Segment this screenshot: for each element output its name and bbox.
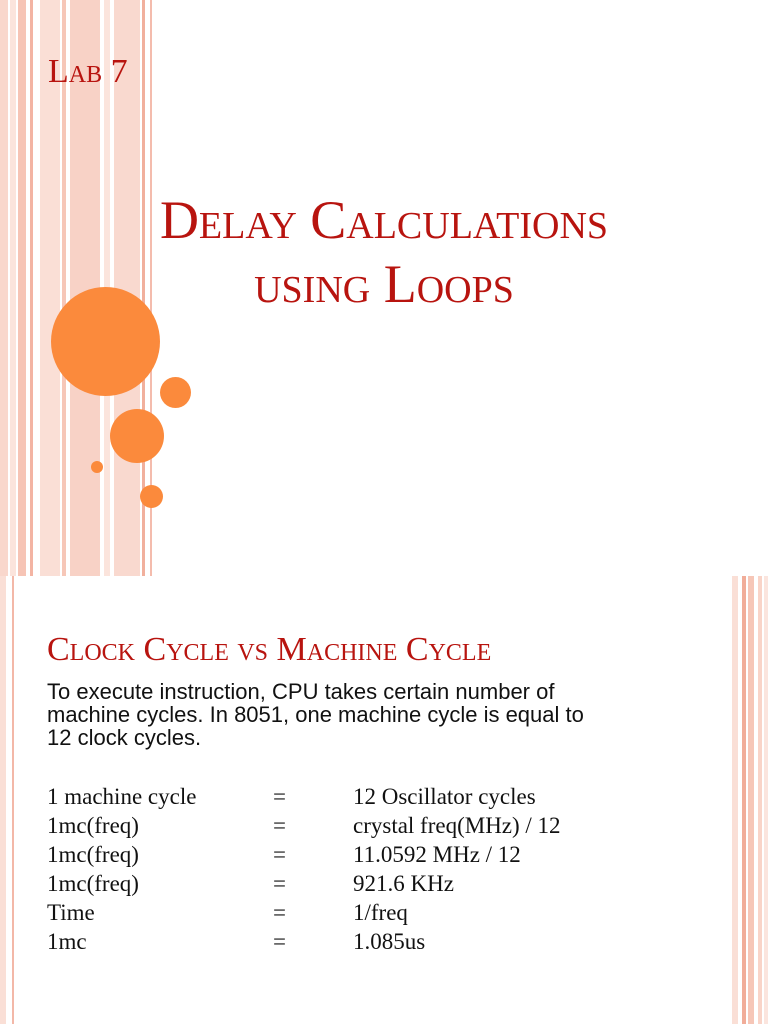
- table-row: [47, 898, 561, 927]
- row-lhs: 1 machine cycle: [47, 783, 197, 809]
- decorative-stripe: [758, 576, 762, 1024]
- decorative-stripe: [732, 576, 738, 1024]
- decorative-stripe: [30, 0, 33, 576]
- decorative-stripe: [10, 0, 16, 576]
- slide-title: [60, 188, 708, 316]
- row-rhs: 1.085us: [353, 928, 426, 954]
- slide-heading: Clock Cycle vs Machine Cycle: [47, 631, 492, 668]
- row-rhs: 12 Oscillator cycles: [353, 783, 536, 809]
- intro-paragraph: [47, 680, 687, 749]
- table-row: [47, 927, 561, 956]
- content-slide: [0, 576, 768, 1024]
- title-line-2: using Loops: [254, 254, 514, 314]
- row-operator: =: [273, 841, 286, 867]
- row-lhs: 1mc(freq): [47, 812, 139, 838]
- decorative-stripe: [748, 576, 754, 1024]
- row-lhs: 1mc: [47, 928, 87, 954]
- row-operator: =: [273, 812, 286, 838]
- row-rhs: 921.6 KHz: [353, 870, 454, 896]
- intro-line: 12 clock cycles.: [47, 725, 202, 750]
- decorative-stripe: [18, 0, 26, 576]
- table-row: [47, 840, 561, 869]
- row-rhs: 1/freq: [353, 899, 408, 925]
- decorative-circle-medium: [110, 409, 164, 463]
- decorative-stripe: [0, 0, 8, 576]
- title-line-1: Delay Calculations: [159, 190, 609, 250]
- decorative-stripe: [12, 576, 14, 1024]
- intro-line: machine cycles. In 8051, one machine cycle is equal to: [47, 702, 584, 727]
- intro-line: To execute instruction, CPU takes certain number of: [47, 679, 555, 704]
- row-operator: =: [273, 870, 286, 896]
- row-lhs: 1mc(freq): [47, 841, 139, 867]
- lab-label: Lab 7: [48, 53, 128, 90]
- row-lhs: 1mc(freq): [47, 870, 139, 896]
- table-row: [47, 811, 561, 840]
- decorative-stripe: [0, 576, 6, 1024]
- row-rhs: 11.0592 MHz / 12: [353, 841, 521, 867]
- row-operator: =: [273, 783, 286, 809]
- row-operator: =: [273, 928, 286, 954]
- decorative-circle-small: [140, 485, 163, 508]
- row-operator: =: [273, 899, 286, 925]
- row-lhs: Time: [47, 899, 95, 925]
- decorative-stripe: [764, 576, 768, 1024]
- table-row: [47, 782, 561, 811]
- table-row: [47, 869, 561, 898]
- decorative-stripe: [742, 576, 746, 1024]
- calculation-table: [47, 782, 561, 956]
- decorative-circle-tiny: [91, 461, 103, 473]
- row-rhs: crystal freq(MHz) / 12: [353, 812, 561, 838]
- decorative-circle: [160, 377, 191, 408]
